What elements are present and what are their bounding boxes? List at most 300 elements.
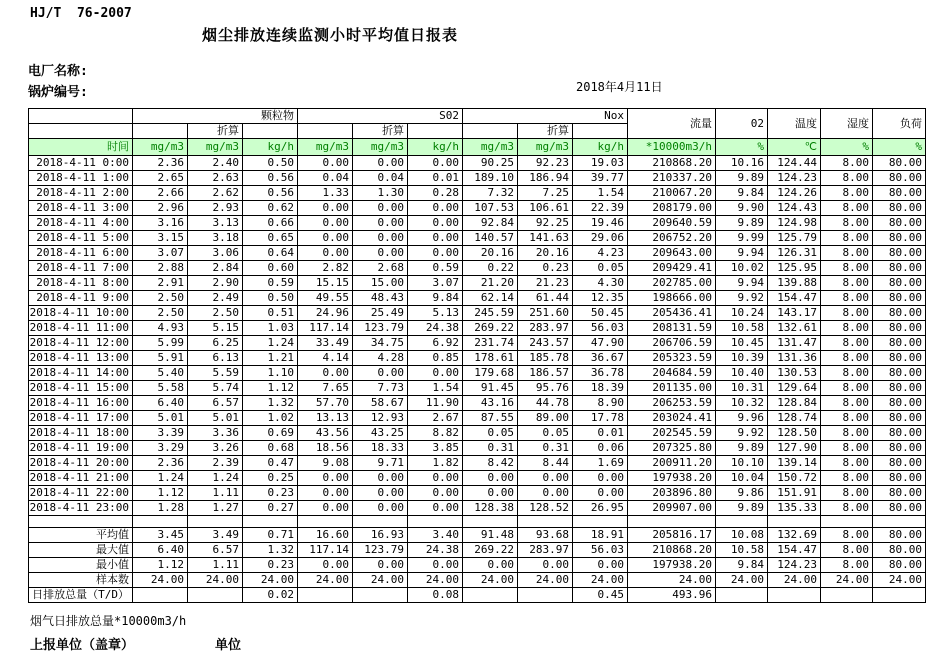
value-cell: 2.91: [133, 276, 188, 291]
value-cell: 0.00: [573, 471, 628, 486]
summary-value-cell: 3.49: [188, 528, 243, 543]
value-cell: 18.33: [353, 441, 408, 456]
table-row: [29, 486, 926, 501]
summary-label: 样本数: [29, 573, 133, 588]
value-cell: 19.03: [573, 156, 628, 171]
value-cell: 9.86: [716, 486, 768, 501]
header-empty-cell: [29, 124, 133, 139]
value-cell: 80.00: [873, 441, 926, 456]
value-cell: 1.11: [188, 486, 243, 501]
summary-row: [29, 543, 926, 558]
value-cell: 2.50: [133, 306, 188, 321]
value-cell: 80.00: [873, 216, 926, 231]
value-cell: 0.00: [298, 486, 353, 501]
value-cell: 26.95: [573, 501, 628, 516]
spacer-cell: [518, 516, 573, 528]
value-cell: 0.00: [298, 231, 353, 246]
value-cell: 1.24: [188, 471, 243, 486]
value-cell: 206253.59: [628, 396, 716, 411]
summary-value-cell: 6.57: [188, 543, 243, 558]
header-empty-cell: [298, 124, 353, 139]
table-row: [29, 186, 926, 201]
summary-value-cell: 24.00: [716, 573, 768, 588]
header-empty-cell: [243, 124, 298, 139]
time-cell: 2018-4-11 14:00: [29, 366, 133, 381]
value-cell: 9.92: [716, 291, 768, 306]
value-cell: 128.84: [768, 396, 821, 411]
unit-label: 单位: [215, 638, 242, 653]
value-cell: 186.57: [518, 366, 573, 381]
value-cell: 6.13: [188, 351, 243, 366]
summary-value-cell: [188, 588, 243, 603]
unit-cell: kg/h: [573, 139, 628, 156]
value-cell: 203896.80: [628, 486, 716, 501]
value-cell: 128.50: [768, 426, 821, 441]
value-cell: 135.33: [768, 501, 821, 516]
value-cell: 95.76: [518, 381, 573, 396]
value-cell: 2.66: [133, 186, 188, 201]
flue-gas-daily-total-label: 烟气日排放总量*10000m3/h: [30, 614, 187, 628]
value-cell: 21.23: [518, 276, 573, 291]
summary-value-cell: 0.00: [463, 558, 518, 573]
value-cell: 33.49: [298, 336, 353, 351]
summary-value-cell: 56.03: [573, 543, 628, 558]
time-cell: 2018-4-11 1:00: [29, 171, 133, 186]
value-cell: 178.61: [463, 351, 518, 366]
summary-row: [29, 558, 926, 573]
header-temperature: 温度: [768, 109, 821, 139]
value-cell: 34.75: [353, 336, 408, 351]
data-rows: [29, 156, 926, 516]
value-cell: 10.40: [716, 366, 768, 381]
unit-cell: mg/m3: [518, 139, 573, 156]
unit-cell: mg/m3: [298, 139, 353, 156]
value-cell: 48.43: [353, 291, 408, 306]
value-cell: 0.85: [408, 351, 463, 366]
value-cell: 126.31: [768, 246, 821, 261]
summary-value-cell: [298, 588, 353, 603]
summary-value-cell: 0.00: [408, 558, 463, 573]
value-cell: 117.14: [298, 321, 353, 336]
summary-value-cell: 8.00: [821, 543, 873, 558]
value-cell: 80.00: [873, 501, 926, 516]
value-cell: 1.54: [408, 381, 463, 396]
summary-value-cell: 0.00: [353, 558, 408, 573]
summary-value-cell: 197938.20: [628, 558, 716, 573]
table-row: [29, 381, 926, 396]
value-cell: 132.61: [768, 321, 821, 336]
value-cell: 9.92: [716, 426, 768, 441]
summary-value-cell: [768, 588, 821, 603]
summary-value-cell: 80.00: [873, 528, 926, 543]
value-cell: 5.74: [188, 381, 243, 396]
value-cell: 0.28: [408, 186, 463, 201]
header-rows: [29, 109, 926, 156]
value-cell: 24.38: [408, 321, 463, 336]
value-cell: 7.32: [463, 186, 518, 201]
time-cell: 2018-4-11 2:00: [29, 186, 133, 201]
value-cell: 0.00: [408, 246, 463, 261]
time-cell: 2018-4-11 9:00: [29, 291, 133, 306]
value-cell: 207325.80: [628, 441, 716, 456]
summary-value-cell: 24.00: [298, 573, 353, 588]
value-cell: 0.01: [573, 426, 628, 441]
summary-value-cell: [463, 588, 518, 603]
table-row: [29, 246, 926, 261]
table-row: [29, 276, 926, 291]
summary-value-cell: 24.38: [408, 543, 463, 558]
unit-cell: %: [873, 139, 926, 156]
summary-value-cell: 24.00: [463, 573, 518, 588]
spacer-row: [29, 516, 926, 528]
value-cell: 0.50: [243, 291, 298, 306]
units-row: [29, 139, 926, 156]
value-cell: 5.58: [133, 381, 188, 396]
value-cell: 92.84: [463, 216, 518, 231]
table-row: [29, 426, 926, 441]
summary-value-cell: 1.32: [243, 543, 298, 558]
summary-row: [29, 528, 926, 543]
reporting-unit-label: 上报单位（盖章）: [30, 638, 135, 653]
value-cell: 8.42: [463, 456, 518, 471]
value-cell: 124.44: [768, 156, 821, 171]
value-cell: 0.64: [243, 246, 298, 261]
value-cell: 10.04: [716, 471, 768, 486]
table-row: [29, 321, 926, 336]
table-row: [29, 216, 926, 231]
value-cell: 8.00: [821, 306, 873, 321]
value-cell: 91.45: [463, 381, 518, 396]
summary-value-cell: 9.84: [716, 558, 768, 573]
value-cell: 43.56: [298, 426, 353, 441]
value-cell: 0.00: [353, 201, 408, 216]
time-cell: 2018-4-11 19:00: [29, 441, 133, 456]
value-cell: 49.55: [298, 291, 353, 306]
standard-code: HJ/T 76-2007: [30, 6, 132, 21]
value-cell: 0.00: [298, 366, 353, 381]
summary-row: [29, 588, 926, 603]
value-cell: 1.82: [408, 456, 463, 471]
value-cell: 131.36: [768, 351, 821, 366]
unit-cell: ℃: [768, 139, 821, 156]
value-cell: 4.28: [353, 351, 408, 366]
value-cell: 9.84: [716, 186, 768, 201]
summary-value-cell: 80.00: [873, 558, 926, 573]
summary-value-cell: 8.00: [821, 558, 873, 573]
value-cell: 4.93: [133, 321, 188, 336]
value-cell: 80.00: [873, 321, 926, 336]
value-cell: 0.65: [243, 231, 298, 246]
value-cell: 8.00: [821, 216, 873, 231]
value-cell: 106.61: [518, 201, 573, 216]
value-cell: 128.52: [518, 501, 573, 516]
value-cell: 80.00: [873, 201, 926, 216]
value-cell: 129.64: [768, 381, 821, 396]
value-cell: 0.00: [298, 501, 353, 516]
summary-value-cell: 24.00: [821, 573, 873, 588]
unit-cell: *10000m3/h: [628, 139, 716, 156]
value-cell: 210067.20: [628, 186, 716, 201]
table-row: [29, 441, 926, 456]
value-cell: 80.00: [873, 381, 926, 396]
time-cell: 2018-4-11 15:00: [29, 381, 133, 396]
value-cell: 8.00: [821, 381, 873, 396]
value-cell: 8.00: [821, 456, 873, 471]
value-cell: 0.51: [243, 306, 298, 321]
summary-value-cell: 24.00: [353, 573, 408, 588]
summary-value-cell: 205816.17: [628, 528, 716, 543]
value-cell: 1.54: [573, 186, 628, 201]
value-cell: 0.00: [408, 501, 463, 516]
value-cell: 80.00: [873, 171, 926, 186]
time-cell: 2018-4-11 11:00: [29, 321, 133, 336]
summary-value-cell: 80.00: [873, 543, 926, 558]
value-cell: 5.59: [188, 366, 243, 381]
value-cell: 206752.20: [628, 231, 716, 246]
value-cell: 1.30: [353, 186, 408, 201]
value-cell: 3.26: [188, 441, 243, 456]
value-cell: 0.56: [243, 186, 298, 201]
summary-label: 最大值: [29, 543, 133, 558]
value-cell: 5.01: [188, 411, 243, 426]
value-cell: 3.85: [408, 441, 463, 456]
value-cell: 80.00: [873, 456, 926, 471]
summary-value-cell: 16.93: [353, 528, 408, 543]
value-cell: 0.00: [463, 471, 518, 486]
summary-value-cell: 283.97: [518, 543, 573, 558]
value-cell: 8.00: [821, 276, 873, 291]
value-cell: 4.23: [573, 246, 628, 261]
value-cell: 210337.20: [628, 171, 716, 186]
spacer-cell: [873, 516, 926, 528]
value-cell: 9.71: [353, 456, 408, 471]
value-cell: 5.40: [133, 366, 188, 381]
summary-value-cell: 24.00: [873, 573, 926, 588]
spacer-cell: [408, 516, 463, 528]
value-cell: 203024.41: [628, 411, 716, 426]
value-cell: 80.00: [873, 261, 926, 276]
table-row: [29, 336, 926, 351]
value-cell: 80.00: [873, 186, 926, 201]
value-cell: 47.90: [573, 336, 628, 351]
value-cell: 44.78: [518, 396, 573, 411]
value-cell: 0.66: [243, 216, 298, 231]
value-cell: 2.84: [188, 261, 243, 276]
value-cell: 8.90: [573, 396, 628, 411]
value-cell: 143.17: [768, 306, 821, 321]
summary-value-cell: [133, 588, 188, 603]
header-group-particulate: 颗粒物: [133, 109, 298, 124]
value-cell: 0.62: [243, 201, 298, 216]
summary-value-cell: 10.08: [716, 528, 768, 543]
value-cell: 57.70: [298, 396, 353, 411]
value-cell: 2.36: [133, 156, 188, 171]
value-cell: 124.26: [768, 186, 821, 201]
summary-value-cell: 3.45: [133, 528, 188, 543]
summary-value-cell: 24.00: [133, 573, 188, 588]
value-cell: 8.00: [821, 501, 873, 516]
unit-cell: kg/h: [243, 139, 298, 156]
table-row: [29, 456, 926, 471]
summary-value-cell: 493.96: [628, 588, 716, 603]
value-cell: 20.16: [463, 246, 518, 261]
value-cell: 8.00: [821, 321, 873, 336]
value-cell: 9.84: [408, 291, 463, 306]
time-cell: 2018-4-11 0:00: [29, 156, 133, 171]
value-cell: 0.00: [353, 231, 408, 246]
value-cell: 206706.59: [628, 336, 716, 351]
value-cell: 208179.00: [628, 201, 716, 216]
spacer-cell: [573, 516, 628, 528]
header-humidity: 湿度: [821, 109, 873, 139]
summary-value-cell: 124.23: [768, 558, 821, 573]
summary-label: 平均值: [29, 528, 133, 543]
value-cell: 19.46: [573, 216, 628, 231]
value-cell: 18.39: [573, 381, 628, 396]
boiler-number-label: 锅炉编号:: [28, 85, 88, 100]
summary-value-cell: 0.23: [243, 558, 298, 573]
value-cell: 9.96: [716, 411, 768, 426]
spacer-cell: [628, 516, 716, 528]
summary-value-cell: 3.40: [408, 528, 463, 543]
value-cell: 18.56: [298, 441, 353, 456]
value-cell: 12.35: [573, 291, 628, 306]
value-cell: 1.03: [243, 321, 298, 336]
value-cell: 0.00: [298, 201, 353, 216]
value-cell: 0.27: [243, 501, 298, 516]
value-cell: 251.60: [518, 306, 573, 321]
value-cell: 0.05: [573, 261, 628, 276]
value-cell: 231.74: [463, 336, 518, 351]
table-row: [29, 171, 926, 186]
spacer-cell: [243, 516, 298, 528]
value-cell: 210868.20: [628, 156, 716, 171]
time-cell: 2018-4-11 16:00: [29, 396, 133, 411]
summary-value-cell: 24.00: [768, 573, 821, 588]
value-cell: 8.00: [821, 171, 873, 186]
value-cell: 8.82: [408, 426, 463, 441]
value-cell: 10.24: [716, 306, 768, 321]
header-empty-cell: [573, 124, 628, 139]
unit-cell: mg/m3: [353, 139, 408, 156]
value-cell: 209643.00: [628, 246, 716, 261]
summary-value-cell: 1.12: [133, 558, 188, 573]
summary-value-cell: 123.79: [353, 543, 408, 558]
unit-cell: mg/m3: [188, 139, 243, 156]
value-cell: 39.77: [573, 171, 628, 186]
value-cell: 9.89: [716, 441, 768, 456]
header-o2: 02: [716, 109, 768, 139]
value-cell: 2.63: [188, 171, 243, 186]
value-cell: 5.15: [188, 321, 243, 336]
time-cell: 2018-4-11 8:00: [29, 276, 133, 291]
header-converted: 折算: [188, 124, 243, 139]
value-cell: 202785.00: [628, 276, 716, 291]
value-cell: 1.24: [133, 471, 188, 486]
value-cell: 8.00: [821, 366, 873, 381]
value-cell: 0.00: [353, 486, 408, 501]
value-cell: 1.28: [133, 501, 188, 516]
value-cell: 80.00: [873, 351, 926, 366]
value-cell: 8.00: [821, 426, 873, 441]
value-cell: 6.92: [408, 336, 463, 351]
header-empty-cell: [463, 124, 518, 139]
summary-value-cell: 0.00: [518, 558, 573, 573]
header-group-nox: Nox: [463, 109, 628, 124]
value-cell: 80.00: [873, 231, 926, 246]
value-cell: 139.88: [768, 276, 821, 291]
spacer-cell: [716, 516, 768, 528]
value-cell: 3.18: [188, 231, 243, 246]
unit-cell: %: [821, 139, 873, 156]
value-cell: 4.14: [298, 351, 353, 366]
value-cell: 0.68: [243, 441, 298, 456]
time-cell: 2018-4-11 5:00: [29, 231, 133, 246]
value-cell: 0.56: [243, 171, 298, 186]
value-cell: 209429.41: [628, 261, 716, 276]
value-cell: 0.00: [408, 231, 463, 246]
value-cell: 80.00: [873, 471, 926, 486]
summary-value-cell: 24.00: [518, 573, 573, 588]
summary-value-cell: 154.47: [768, 543, 821, 558]
value-cell: 0.59: [408, 261, 463, 276]
value-cell: 12.93: [353, 411, 408, 426]
spacer-cell: [29, 516, 133, 528]
summary-value-cell: 132.69: [768, 528, 821, 543]
value-cell: 3.13: [188, 216, 243, 231]
value-cell: 2.88: [133, 261, 188, 276]
value-cell: 5.13: [408, 306, 463, 321]
summary-value-cell: [353, 588, 408, 603]
value-cell: 8.00: [821, 351, 873, 366]
value-cell: 10.58: [716, 321, 768, 336]
value-cell: 15.15: [298, 276, 353, 291]
value-cell: 0.00: [408, 201, 463, 216]
value-cell: 6.57: [188, 396, 243, 411]
value-cell: 245.59: [463, 306, 518, 321]
summary-value-cell: [821, 588, 873, 603]
summary-value-cell: 10.58: [716, 543, 768, 558]
value-cell: 0.00: [573, 486, 628, 501]
report-table: [28, 108, 926, 603]
value-cell: 10.32: [716, 396, 768, 411]
header-time: 时间: [29, 139, 133, 156]
spacer-cell: [821, 516, 873, 528]
value-cell: 29.06: [573, 231, 628, 246]
value-cell: 1.02: [243, 411, 298, 426]
value-cell: 0.00: [298, 216, 353, 231]
summary-value-cell: 117.14: [298, 543, 353, 558]
value-cell: 0.69: [243, 426, 298, 441]
value-cell: 6.40: [133, 396, 188, 411]
value-cell: 0.00: [518, 471, 573, 486]
value-cell: 25.49: [353, 306, 408, 321]
value-cell: 125.95: [768, 261, 821, 276]
value-cell: 8.44: [518, 456, 573, 471]
header-converted: 折算: [353, 124, 408, 139]
summary-value-cell: 24.00: [243, 573, 298, 588]
value-cell: 8.00: [821, 231, 873, 246]
value-cell: 283.97: [518, 321, 573, 336]
value-cell: 140.57: [463, 231, 518, 246]
summary-value-cell: [716, 588, 768, 603]
time-cell: 2018-4-11 23:00: [29, 501, 133, 516]
value-cell: 80.00: [873, 156, 926, 171]
summary-value-cell: 1.11: [188, 558, 243, 573]
value-cell: 10.45: [716, 336, 768, 351]
value-cell: 7.25: [518, 186, 573, 201]
value-cell: 124.98: [768, 216, 821, 231]
